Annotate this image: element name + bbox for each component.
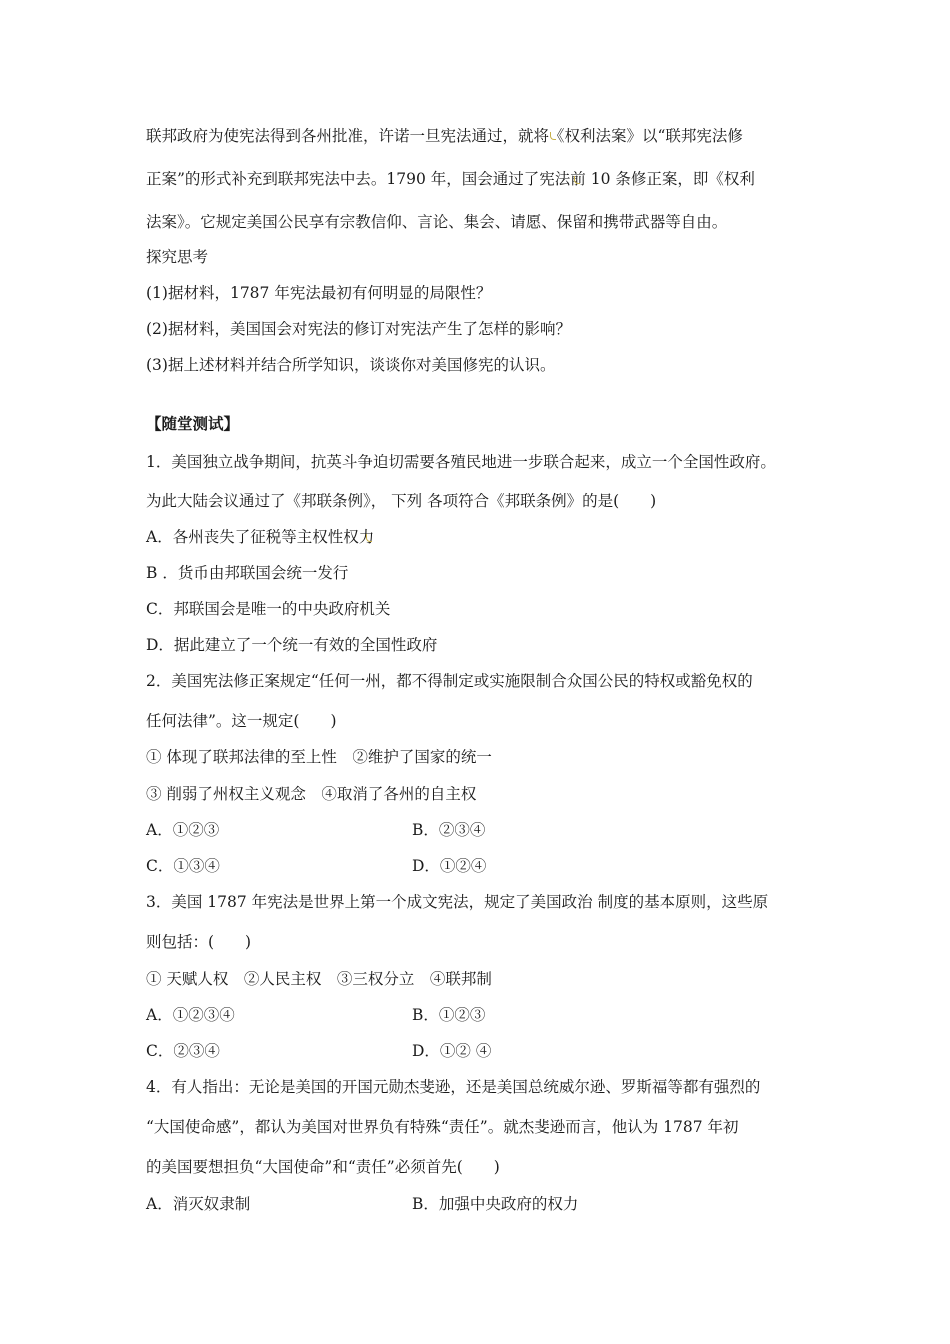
question-4-stem-line-1: 4．有人指出：无论是美国的开国元勋杰斐逊，还是美国总统威尔逊、罗斯福等都有强烈的: [146, 1078, 761, 1096]
test-heading: 【随堂测试】: [146, 414, 240, 433]
question-3-option-d: D．①② ④: [412, 1042, 492, 1060]
question-3-stem-line-1: 3．美国 1787 年宪法是世界上第一个成文宪法，规定了美国政治 制度的基本原则，这些原: [146, 893, 769, 911]
material-line-2: 正案”的形式补充到联邦宪法中去。1790 年，国会通过了宪法前 10 条修正案，即《权利: [146, 170, 755, 188]
question-1-stem-line-1: 1．美国独立战争期间，抗英斗争迫切需要各殖民地进一步联合起来，成立一个全国性政府。: [146, 453, 776, 471]
question-2-statement-line-1: ① 体现了联邦法律的至上性 ②维护了国家的统一: [146, 748, 492, 766]
question-2-option-b: B．②③④: [412, 821, 486, 839]
question-4-stem-line-3: 的美国要想担负“大国使命”和“责任”必须首先( ): [146, 1158, 500, 1176]
explore-question-2: (2)据材料，美国国会对宪法的修订对宪法产生了怎样的影响？: [146, 320, 571, 338]
question-2-stem-line-2: 任何法律”。这一规定( ): [146, 712, 337, 730]
material-line-3: 法案》。它规定美国公民享有宗教信仰、言论、集会、请愿、保留和携带武器等自由。: [146, 213, 728, 231]
question-1-option-a: A．各州丧失了征税等主权性权力: [146, 528, 375, 546]
question-2-option-c: C．①③④: [146, 857, 220, 875]
question-3-stem-line-2: 则包括：( ): [146, 933, 252, 951]
question-1-option-d: D．据此建立了一个统一有效的全国性政府: [146, 636, 438, 654]
question-1-option-c: C．邦联国会是唯一的中央政府机关: [146, 600, 391, 618]
material-line-1: 联邦政府为使宪法得到各州批准，许诺一旦宪法通过，就将《权利法案》以“联邦宪法修: [146, 127, 743, 145]
question-1-stem-line-2: 为此大陆会议通过了《邦联条例》， 下列 各项符合《邦联条例》的是( ): [146, 492, 657, 510]
explore-question-3: (3)据上述材料并结合所学知识，谈谈你对美国修宪的认识。: [146, 356, 556, 374]
annotation-mark: [550, 132, 556, 140]
question-1-option-b: B ．货币由邦联国会统一发行: [146, 564, 349, 582]
question-4-option-b: B．加强中央政府的权力: [412, 1195, 579, 1213]
question-2-statement-line-2: ③ 削弱了州权主义观念 ④取消了各州的自主权: [146, 785, 477, 803]
explore-title: 探究思考: [146, 248, 209, 266]
question-2-option-a: A．①②③: [146, 821, 220, 839]
question-2-stem-line-1: 2．美国宪法修正案规定“任何一州，都不得制定或实施限制合众国公民的特权或豁免权的: [146, 672, 753, 690]
annotation-mark: [366, 534, 372, 542]
question-2-option-d: D．①②④: [412, 857, 487, 875]
question-4-option-a: A．消灭奴隶制: [146, 1195, 251, 1213]
annotation-mark: [574, 176, 580, 184]
explore-question-1: (1)据材料，1787 年宪法最初有何明显的局限性？: [146, 284, 492, 302]
question-3-statement-line: ① 天赋人权 ②人民主权 ③三权分立 ④联邦制: [146, 970, 492, 988]
question-3-option-c: C．②③④: [146, 1042, 220, 1060]
question-3-option-a: A．①②③④: [146, 1006, 235, 1024]
question-4-stem-line-2: “大国使命感”，都认为美国对世界负有特殊“责任”。就杰斐逊而言，他认为 1787 年初: [146, 1118, 739, 1136]
question-3-option-b: B．①②③: [412, 1006, 486, 1024]
